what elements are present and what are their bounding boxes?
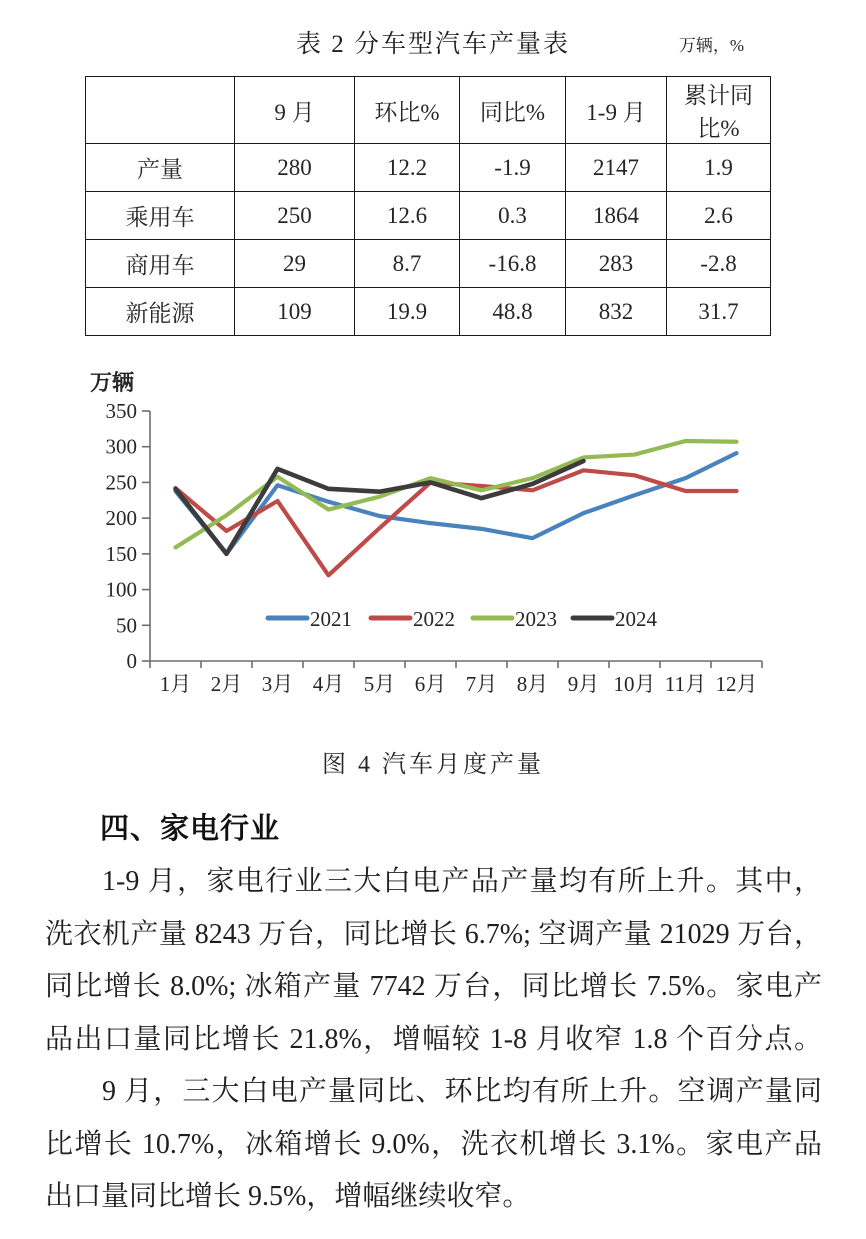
vehicle-production-table xyxy=(85,76,771,336)
row-label: 产量 xyxy=(86,144,235,192)
x-axis-tick-label: 2月 xyxy=(210,672,243,696)
table-row xyxy=(86,192,771,240)
x-axis-tick-label: 10月 xyxy=(613,672,656,696)
cell-value: 109 xyxy=(235,288,355,336)
paragraph-line: 比增长 10.7%，冰箱增长 9.0%，洗衣机增长 3.1%。家电产品 xyxy=(45,1128,822,1160)
y-axis-tick-label: 150 xyxy=(105,541,137,566)
header-cell-yoy: 同比% xyxy=(460,77,566,144)
x-axis-tick-label: 9月 xyxy=(567,672,600,696)
cell-value: 29 xyxy=(235,240,355,288)
x-axis-tick-label: 12月 xyxy=(715,672,758,696)
cell-value: 31.7 xyxy=(667,288,771,336)
paragraph-line: 同比增长 8.0%; 冰箱产量 7742 万台，同比增长 7.5%。家电产 xyxy=(45,971,822,1002)
table-unit-label: 万辆，% xyxy=(678,36,744,55)
table-row xyxy=(86,240,771,288)
legend-label-2021: 2021 xyxy=(310,607,352,631)
header-cell-ytd: 1-9 月 xyxy=(566,77,667,144)
y-axis-unit-label: 万辆 xyxy=(90,370,135,395)
x-axis-tick-label: 4月 xyxy=(312,672,345,696)
y-axis-tick-label: 300 xyxy=(105,434,137,459)
table-header-row xyxy=(86,77,771,144)
header-cell-cum-yoy: 累计同比% xyxy=(667,77,771,144)
y-axis-tick-label: 200 xyxy=(105,506,137,531)
x-axis-tick-label: 3月 xyxy=(261,672,294,696)
cell-value: 280 xyxy=(235,144,355,192)
cell-value: 2147 xyxy=(566,144,667,192)
cell-value: 0.3 xyxy=(460,192,566,240)
y-axis-tick-label: 50 xyxy=(116,613,137,638)
y-axis-tick-label: 350 xyxy=(105,399,137,423)
table-row xyxy=(86,144,771,192)
cell-value: 250 xyxy=(235,192,355,240)
cell-value: 12.6 xyxy=(355,192,460,240)
cell-value: -2.8 xyxy=(667,240,771,288)
cell-value: 832 xyxy=(566,288,667,336)
table-row xyxy=(86,288,771,336)
y-axis-tick-label: 0 xyxy=(126,649,137,673)
header-cell-mom: 环比% xyxy=(355,77,460,144)
paragraph-line: 1-9 月，家电行业三大白电产品产量均有所上升。其中， xyxy=(102,866,822,897)
x-axis-tick-label: 6月 xyxy=(414,672,447,696)
paragraph-line: 出口量同比增长 9.5%，增幅继续收窄。 xyxy=(45,1181,531,1212)
cell-value: 283 xyxy=(566,240,667,288)
row-label: 乘用车 xyxy=(86,192,235,240)
cell-value: 1.9 xyxy=(667,144,771,192)
x-axis-tick-label: 5月 xyxy=(363,672,396,696)
cell-value: 8.7 xyxy=(355,240,460,288)
row-label: 新能源 xyxy=(86,288,235,336)
cell-value: -16.8 xyxy=(460,240,566,288)
x-axis-tick-label: 8月 xyxy=(516,672,549,696)
legend-label-2022: 2022 xyxy=(413,607,455,631)
cell-value: 1864 xyxy=(566,192,667,240)
cell-value: 48.8 xyxy=(460,288,566,336)
paragraph-line: 品出口量同比增长 21.8%，增幅较 1-8 月收窄 1.8 个百分点。 xyxy=(45,1023,822,1055)
table-title-row xyxy=(0,24,866,58)
paragraph-line: 洗衣机产量 8243 万台，同比增长 6.7%; 空调产量 21029 万台， xyxy=(45,918,822,950)
body-text xyxy=(45,856,822,1224)
header-cell-blank xyxy=(86,77,235,144)
monthly-production-chart-svg xyxy=(88,360,778,705)
y-axis-tick-label: 250 xyxy=(105,470,137,495)
figure-caption: 图 4 汽车月度产量 xyxy=(322,752,544,778)
cell-value: 19.9 xyxy=(355,288,460,336)
cell-value: -1.9 xyxy=(460,144,566,192)
section-heading: 四、家电行业 xyxy=(100,813,281,845)
paragraph-line: 9 月，三大白电产量同比、环比均有所上升。空调产量同 xyxy=(102,1076,822,1107)
x-axis-tick-label: 7月 xyxy=(465,672,498,696)
header-cell-month: 9 月 xyxy=(235,77,355,144)
table-title: 表 2 分车型汽车产量表 xyxy=(295,31,570,58)
cell-value: 2.6 xyxy=(667,192,771,240)
legend-label-2023: 2023 xyxy=(515,607,557,631)
y-axis-tick-label: 100 xyxy=(105,577,137,602)
cell-value: 12.2 xyxy=(355,144,460,192)
monthly-production-chart xyxy=(88,360,778,705)
x-axis-tick-label: 1月 xyxy=(159,672,192,696)
series-line-2021 xyxy=(176,453,737,554)
legend-label-2024: 2024 xyxy=(615,607,657,631)
row-label: 商用车 xyxy=(86,240,235,288)
x-axis-tick-label: 11月 xyxy=(664,672,707,696)
